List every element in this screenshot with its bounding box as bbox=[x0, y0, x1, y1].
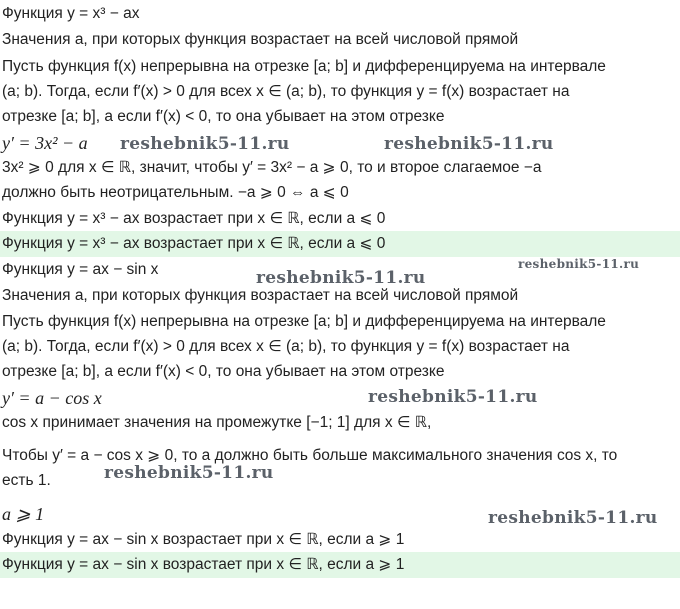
section2-conclusion: Функция y = ax − sin x возрастает при x ∈ ℝ, если a ⩾ 1 bbox=[2, 531, 405, 548]
section2-theory-line3: отрезке [a; b], а если f′(x) < 0, то она убывает на этом отрезке bbox=[2, 363, 445, 380]
watermark: reshebnik5-11.ru bbox=[104, 463, 274, 483]
watermark: reshebnik5-11.ru bbox=[256, 268, 426, 288]
section1-title: Функция y = x³ − ax bbox=[2, 5, 140, 22]
section2-reason-line1: Чтобы y′ = a − cos x ⩾ 0, то a должно быть больше максимального значения cos x, то bbox=[2, 447, 618, 464]
watermark: reshebnik5-11.ru bbox=[368, 387, 538, 407]
section1-theory-line3: отрезке [a; b], а если f′(x) < 0, то она убывает на этом отрезке bbox=[2, 108, 445, 125]
section2-reason-line2: есть 1. bbox=[2, 472, 51, 489]
section2-answer-highlight: Функция y = ax − sin x возрастает при x ∈ ℝ, если a ⩾ 1 bbox=[0, 552, 680, 578]
watermark: reshebnik5-11.ru bbox=[384, 134, 554, 154]
section2-title: Функция y = ax − sin x bbox=[2, 261, 159, 278]
section1-conclusion: Функция y = x³ − ax возрастает при x ∈ ℝ, если a ⩽ 0 bbox=[2, 210, 386, 227]
section2-theory-line2: (a; b). Тогда, если f′(x) > 0 для всех x ∈ (a; b), то функция y = f(x) возрастает на bbox=[2, 338, 570, 355]
section1-derivative: y′ = 3x² − a bbox=[2, 133, 88, 153]
section2-range-line: cos x принимает значения на промежутке [−1; 1] для x ∈ ℝ, bbox=[2, 414, 432, 431]
section2-inequality: a ⩾ 1 bbox=[2, 504, 45, 524]
watermark: reshebnik5-11.ru bbox=[518, 257, 640, 271]
section1-answer-highlight: Функция y = x³ − ax возрастает при x ∈ ℝ, если a ⩽ 0 bbox=[0, 231, 680, 257]
section2-derivative: y′ = a − cos x bbox=[2, 388, 102, 408]
section1-subtitle: Значения a, при которых функция возрастает на всей числовой прямой bbox=[2, 31, 519, 48]
watermark: reshebnik5-11.ru bbox=[488, 508, 658, 528]
section1-reason-line1: 3x² ⩾ 0 для x ∈ ℝ, значит, чтобы y′ = 3x² − a ⩾ 0, то и второе слагаемое −a bbox=[2, 159, 542, 176]
section1-reason-line2: должно быть неотрицательным. −a ⩾ 0 ⇔ a ⩽ 0 bbox=[2, 184, 349, 201]
section2-subtitle: Значения a, при которых функция возрастает на всей числовой прямой bbox=[2, 287, 519, 304]
section1-theory-line1: Пусть функция f(x) непрерывна на отрезке [a; b] и дифференцируема на интервале bbox=[2, 58, 606, 75]
section2-theory-line1: Пусть функция f(x) непрерывна на отрезке [a; b] и дифференцируема на интервале bbox=[2, 313, 606, 330]
section1-theory-line2: (a; b). Тогда, если f′(x) > 0 для всех x ∈ (a; b), то функция y = f(x) возрастает на bbox=[2, 83, 570, 100]
watermark: reshebnik5-11.ru bbox=[120, 134, 290, 154]
